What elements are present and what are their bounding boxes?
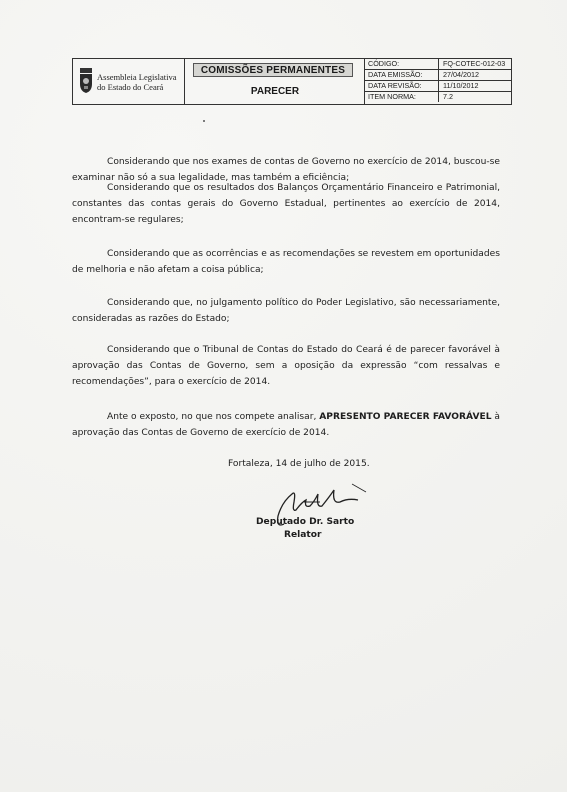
paragraph-5-text: Considerando que o Tribunal de Contas do Estado do Ceará é de parecer favorável à aprovação das Contas de Governo, sem a oposição da expressão “com ressalvas e recomendações”, para o exercício de 2014. [72,345,500,387]
paragraph-4-text: Considerando que, no julgamento político do Poder Legislativo, são necessariamente, consideradas as razões do Estado; [72,298,500,324]
paragraph-2 [72,180,500,228]
paragraph-2-text: Considerando que os resultados dos Balanços Orçamentário Financeiro e Patrimonial, constantes das contas gerais do Governo Estadual, pertinentes ao exercício de 2014, encontram-se regulares; [72,183,500,225]
favorable-opinion-text: APRESENTO PARECER FAVORÁVEL [319,412,492,422]
meta-key: DATA REVISÃO: [368,81,422,90]
paragraph-3-text: Considerando que as ocorrências e as recomendações se revestem em oportunidades de melhoria e não afetam a coisa pública; [72,249,500,275]
meta-value: 7.2 [438,92,511,102]
meta-key: DATA EMISSÃO: [368,70,423,79]
paragraph-5 [72,342,500,390]
meta-value: 11/10/2012 [438,81,511,91]
speck [203,120,205,122]
meta-key: ITEM NORMA: [368,92,416,101]
paragraph-6 [72,409,500,441]
assembly-seal-icon [79,68,93,94]
organization-name [97,72,183,92]
signer-name: Deputado Dr. Sarto [256,517,355,527]
place-date: Fortaleza, 14 de julho de 2015. [228,459,370,469]
document-metadata [365,59,511,104]
signer-role: Relator [284,530,322,540]
meta-key: CÓDIGO: [368,59,400,68]
paragraph-6-tail: à aprovação das Contas de Governo de exercício de 2014. [72,412,500,438]
paragraph-1-text: Considerando que nos exames de contas de Governo no exercício de 2014, buscou-se examinar não só a sua legalidade, mas também a eficiência; [72,157,500,183]
document-type: PARECER [250,86,300,97]
paragraph-3 [72,246,500,278]
form-header [72,58,512,105]
paragraph-4 [72,295,500,327]
section-title: COMISSÕES PERMANENTES [193,63,353,77]
title-cell [185,59,365,104]
logo-cell [73,59,185,104]
org-line-1: Assembleia Legislativa [97,72,177,82]
paragraph-6-lead: Ante o exposto, no que nos compete analisar, [107,412,320,422]
meta-row-code [365,59,511,70]
org-line-2: do Estado do Ceará [97,82,164,92]
meta-row-issue-date [365,70,511,81]
meta-value: 27/04/2012 [438,70,511,80]
meta-value: FQ-COTEC-012-03 [438,59,511,69]
meta-row-norm-item [365,92,511,103]
meta-row-revision-date [365,81,511,92]
